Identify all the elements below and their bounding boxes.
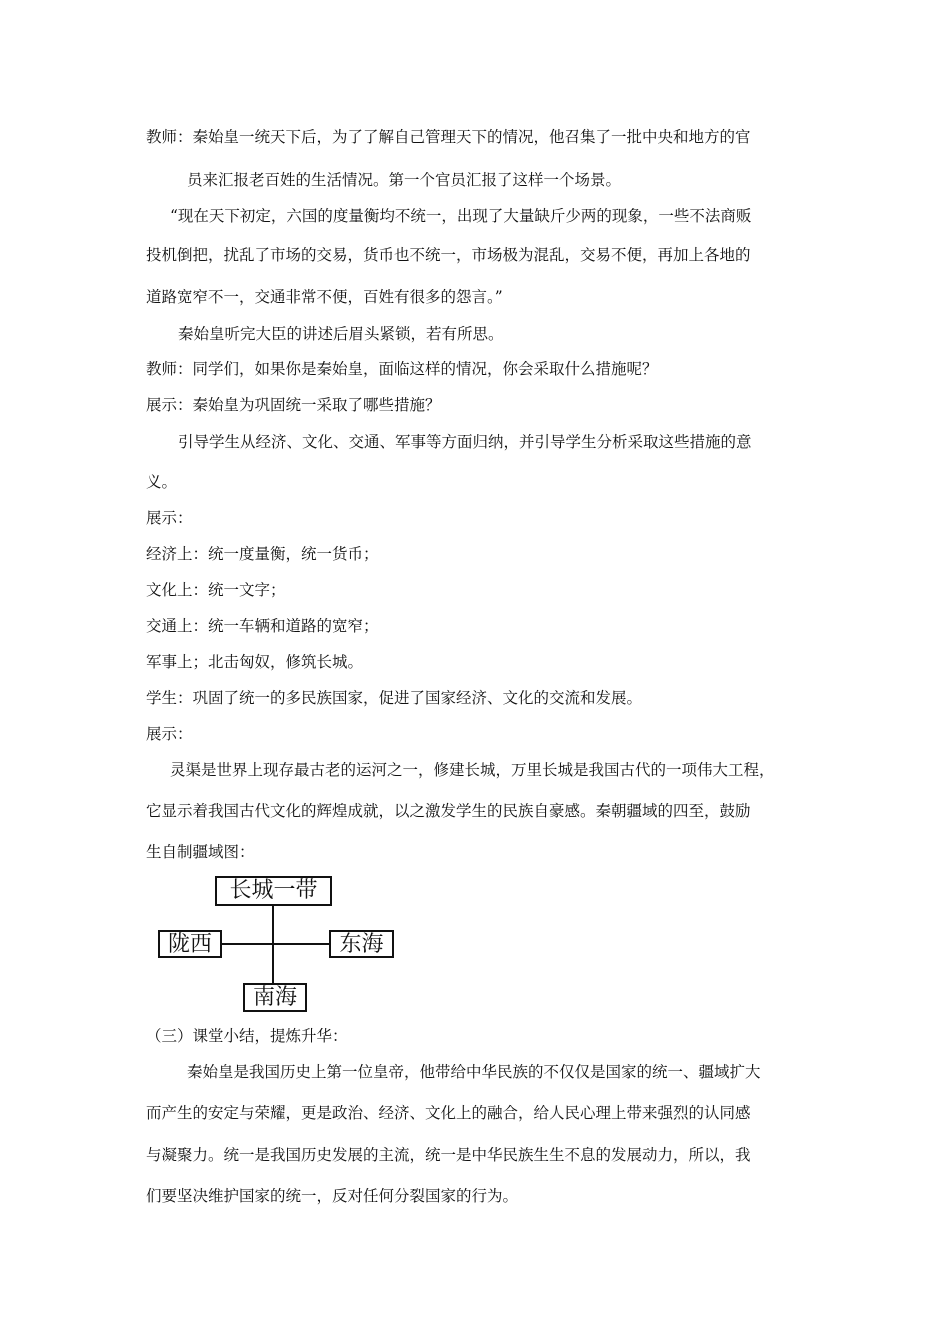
paragraph-line: 文化上：统一文字； (146, 581, 286, 599)
paragraph-line: 引导学生从经济、文化、交通、军事等方面归纳，并引导学生分析采取这些措施的意 (178, 433, 752, 451)
paragraph-line: 教师：同学们，如果你是秦始皇，面临这样的情况，你会采取什么措施呢？ (146, 360, 658, 378)
paragraph-line: 交通上：统一车辆和道路的宽窄； (146, 617, 379, 635)
diagram-box-west: 陇西 (158, 930, 222, 958)
paragraph-line: 展示：秦始皇为巩固统一采取了哪些措施？ (146, 396, 441, 414)
paragraph-line: 它显示着我国古代文化的辉煌成就，以之激发学生的民族自豪感。秦朝疆域的四至，鼓励 (146, 802, 751, 820)
paragraph-line: 员来汇报老百姓的生活情况。第一个官员汇报了这样一个场景。 (187, 171, 622, 189)
diagram-box-south: 南海 (243, 983, 307, 1012)
paragraph-line: 经济上：统一度量衡，统一货币； (146, 545, 379, 563)
paragraph-line: 义。 (146, 473, 178, 491)
summary-line: 而产生的安定与荣耀，更是政治、经济、文化上的融合，给人民心理上带来强烈的认同感 (146, 1104, 751, 1122)
paragraph-line: 秦始皇听完大臣的讲述后眉头紧锁，若有所思。 (178, 325, 504, 343)
diagram-horizontal-connector (222, 943, 330, 945)
summary-line: 与凝聚力。统一是我国历史发展的主流，统一是中华民族生生不息的发展动力，所以，我 (146, 1146, 751, 1164)
paragraph-line: 教师：秦始皇一统天下后，为了了解自己管理天下的情况，他召集了一批中央和地方的官 (146, 128, 751, 146)
paragraph-line: 投机倒把，扰乱了市场的交易，货币也不统一，市场极为混乱，交易不便，再加上各地的 (146, 246, 751, 264)
diagram-box-north: 长城一带 (215, 876, 332, 906)
paragraph-line: 展示： (146, 509, 193, 527)
paragraph-line: “现在天下初定，六国的度量衡均不统一，出现了大量缺斤少两的现象，一些不法商贩 (170, 207, 752, 225)
summary-line: 们要坚决维护国家的统一，反对任何分裂国家的行为。 (146, 1187, 519, 1205)
paragraph-line: 学生：巩固了统一的多民族国家，促进了国家经济、文化的交流和发展。 (146, 689, 643, 707)
diagram-box-east: 东海 (329, 930, 394, 958)
paragraph-line: 军事上；北击匈奴，修筑长城。 (146, 653, 364, 671)
paragraph-line: 道路宽窄不一，交通非常不便，百姓有很多的怨言。” (146, 288, 503, 306)
paragraph-line: 灵渠是世界上现存最古老的运河之一，修建长城，万里长城是我国古代的一项伟大工程， (170, 761, 775, 779)
summary-heading: （三）课堂小结，提炼升华： (146, 1027, 348, 1045)
paragraph-line: 生自制疆域图： (146, 843, 255, 861)
paragraph-line: 展示： (146, 725, 193, 743)
summary-line: 秦始皇是我国历史上第一位皇帝，他带给中华民族的不仅仅是国家的统一、疆域扩大 (187, 1063, 761, 1081)
